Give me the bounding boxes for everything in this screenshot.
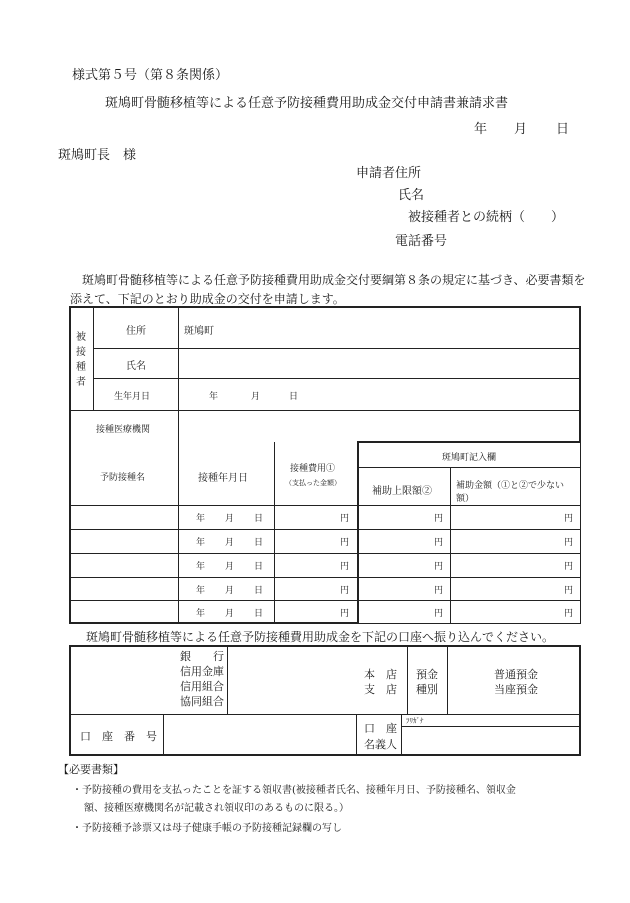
applicant-name-label: 氏名 [398,188,425,203]
row-date-year-label: 年 [196,514,206,524]
row-limit-yen: 円 [434,562,444,572]
vaccine-name-field[interactable] [71,578,177,600]
row-limit-yen: 円 [434,609,444,619]
vaccine-name-field[interactable] [71,530,177,552]
col-amount-header-1: 補助金額（①と②で少ない [456,481,565,491]
row-date-month-label: 月 [225,514,235,524]
row-date-month-label: 月 [225,562,235,572]
deposit-label-2: 種別 [416,683,438,696]
required-item-1-line-1: ・予防接種の費用を支払ったことを証する領収書(被接種者氏名、接種年月日、予防接種名、領収金 [72,785,516,796]
recipient-group-char-1: 被 [76,332,86,343]
row-cost-yen: 円 [340,538,350,548]
date-day-label: 日 [556,122,570,137]
recipient-group-char-3: 種 [76,362,86,373]
holder-label-2: 名義人 [364,738,397,751]
row-cost-yen: 円 [340,586,350,596]
applicant-address-label: 申請者住所 [356,166,422,181]
required-heading: 【必要書類】 [58,763,124,776]
dob-month-label: 月 [251,392,261,402]
intro-line-1: 斑鳩町骨髄移植等による任意予防接種費用助成金交付要綱第８条の規定に基づき、必要書類を [82,273,586,287]
row-amount-yen: 円 [564,538,574,548]
account-number-field[interactable] [164,716,355,754]
row-date-month-label: 月 [225,586,235,596]
inst-type-shinkin[interactable]: 信用金庫 [180,665,224,678]
vaccine-name-field[interactable] [71,601,177,623]
clinic-label: 接種医療機関 [96,425,151,435]
col-vaccine-header: 予防接種名 [100,473,146,483]
deposit-type-current[interactable]: 当座預金 [494,683,538,696]
inst-type-cooperative[interactable]: 協同組合 [180,695,224,708]
col-date-header: 接種年月日 [198,473,248,484]
date-year-label: 年 [474,122,488,137]
col-cost-header-1: 接種費用① [290,464,336,474]
row-cost-yen: 円 [340,514,350,524]
row-cost-yen: 円 [340,609,350,619]
branch-type-branch[interactable]: 支 店 [364,683,397,696]
row-amount-yen: 円 [564,586,574,596]
row-date-year-label: 年 [196,586,206,596]
row-date-year-label: 年 [196,562,206,572]
recipient-dob-label: 生年月日 [114,392,151,402]
recipient-group-char-2: 接 [76,347,86,358]
form-number: 様式第５号（第８条関係） [72,68,229,83]
inst-type-bank[interactable]: 銀 行 [180,650,224,663]
vaccine-name-field[interactable] [71,554,177,576]
row-amount-yen: 円 [564,514,574,524]
required-item-2: ・予防接種予診票又は母子健康手帳の予防接種記録欄の写し [72,823,342,834]
required-item-1-line-2: 額、接種医療機関名が記載され領収印のあるものに限る。） [84,803,349,814]
recipient-group-char-4: 者 [76,377,86,388]
col-amount-header-2: 額） [456,494,475,504]
recipient-address-label: 住所 [126,326,146,337]
col-cost-header-2: （支払った金額） [285,479,341,487]
deposit-type-ordinary[interactable]: 普通預金 [494,668,538,681]
row-amount-yen: 円 [564,562,574,572]
deposit-label-1: 預金 [416,668,438,681]
row-date-day-label: 日 [254,538,264,548]
row-limit-yen: 円 [434,538,444,548]
applicant-relation-label: 被接種者との続柄（ ） [408,210,565,225]
date-month-label: 月 [514,122,528,137]
row-date-year-label: 年 [196,538,206,548]
dob-year-label: 年 [209,392,219,402]
town-section-header: 斑鳩町記入欄 [442,453,497,463]
furigana-label: ﾌﾘｶﾞﾅ [406,717,424,725]
inst-type-credit-union[interactable]: 信用組合 [180,680,224,693]
addressee: 斑鳩町長 様 [58,148,137,163]
holder-furigana-field[interactable] [430,716,579,726]
row-date-month-label: 月 [225,538,235,548]
row-date-year-label: 年 [196,609,206,619]
vaccine-name-field[interactable] [71,506,177,528]
applicant-phone-label: 電話番号 [395,234,448,249]
row-date-month-label: 月 [225,609,235,619]
intro-line-2: 添えて、下記のとおり助成金の交付を申請します。 [70,292,345,306]
account-number-label: 口 座 番 号 [80,730,157,743]
recipient-address-value[interactable]: 斑鳩町 [184,326,214,337]
col-limit-header: 補助上限額② [372,486,432,497]
branch-type-main[interactable]: 本 店 [364,668,397,681]
row-date-day-label: 日 [254,609,264,619]
bank-intro: 斑鳩町骨髄移植等による任意予防接種費用助成金を下記の口座へ振り込んでください。 [86,630,555,644]
form-title: 斑鳩町骨髄移植等による任意予防接種費用助成金交付申請書兼請求書 [105,96,509,111]
row-limit-yen: 円 [434,514,444,524]
recipient-name-label: 氏名 [126,361,146,372]
dob-day-label: 日 [289,392,299,402]
holder-name-field[interactable] [403,727,579,754]
row-date-day-label: 日 [254,586,264,596]
row-date-day-label: 日 [254,514,264,524]
row-limit-yen: 円 [434,586,444,596]
row-date-day-label: 日 [254,562,264,572]
row-amount-yen: 円 [564,609,574,619]
holder-label-1: 口 座 [364,722,397,735]
row-cost-yen: 円 [340,562,350,572]
